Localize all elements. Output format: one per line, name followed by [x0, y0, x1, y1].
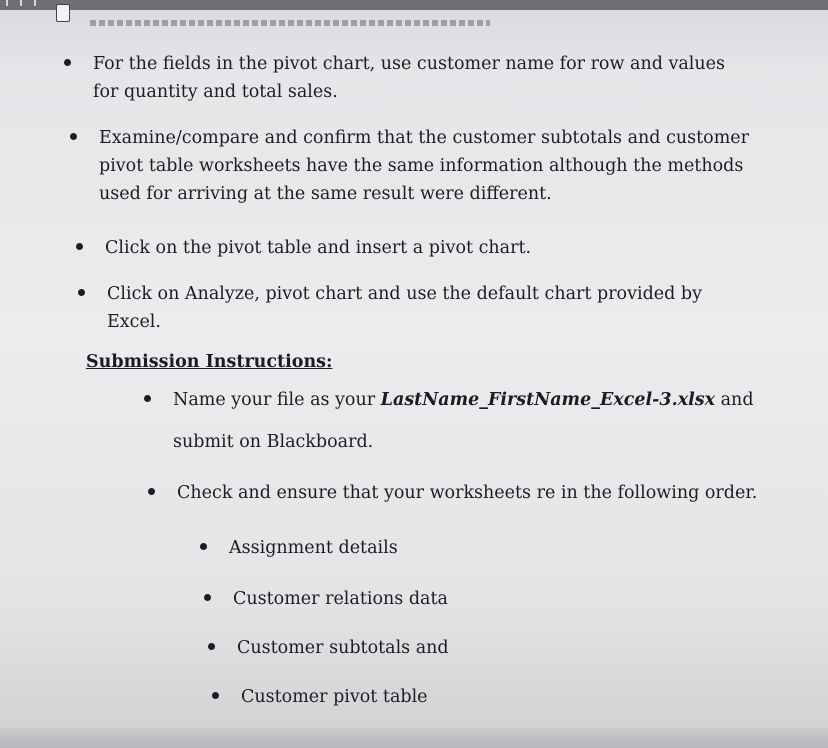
text-line: for quantity and total sales. [93, 82, 338, 102]
text-line: Check and ensure that your worksheets re in the following order. [177, 483, 758, 503]
text-line: Excel. [107, 312, 161, 332]
list-item [144, 386, 754, 456]
list-item [76, 234, 531, 262]
list-item-text [177, 479, 757, 507]
list-item-text [99, 124, 749, 208]
list-item-text [105, 234, 531, 262]
text-run: and [715, 390, 754, 410]
text-line: Examine/compare and confirm that the customer subtotals and customer [99, 128, 750, 148]
text-line: submit on Blackboard. [173, 432, 374, 452]
list-item [148, 479, 757, 507]
bullet-dot [144, 395, 151, 402]
text-line: Click on the pivot table and insert a pivot chart. [105, 238, 532, 258]
filename-text: LastName_FirstName_Excel-3.xlsx [380, 390, 716, 410]
text-line: used for arriving at the same result were different. [99, 184, 552, 204]
list-item [208, 634, 449, 662]
list-item-text [173, 386, 754, 456]
bullet-dot [204, 594, 211, 601]
screen-bottom-edge [0, 728, 828, 748]
list-item-text: Customer subtotals and [237, 638, 449, 658]
text-line [173, 386, 754, 414]
bullet-dot [76, 243, 83, 250]
text-line: Click on Analyze, pivot chart and use the default chart provided by [107, 284, 702, 304]
text-run: Name your file as your [173, 390, 381, 410]
bullet-dot [78, 289, 85, 296]
list-item-text: Customer pivot table [241, 687, 428, 707]
list-item-text [93, 50, 725, 106]
text-line: For the fields in the pivot chart, use customer name for row and values [93, 54, 726, 74]
text-line: pivot table worksheets have the same information although the methods [99, 156, 744, 176]
submission-heading: Submission Instructions: [86, 352, 333, 372]
bullet-dot [212, 692, 219, 699]
bullet-dot [208, 643, 215, 650]
list-item-text: Assignment details [229, 538, 398, 558]
list-item-text: Customer relations data [233, 589, 448, 609]
list-item [200, 534, 398, 562]
list-item [204, 585, 448, 613]
bullet-dot [70, 133, 77, 140]
bullet-dot [148, 488, 155, 495]
list-item [78, 280, 702, 336]
bullet-dot [64, 59, 71, 66]
list-item [212, 683, 428, 711]
list-item-text [107, 280, 702, 336]
bullet-dot [200, 543, 207, 550]
list-item [64, 50, 725, 106]
list-item [70, 124, 749, 208]
